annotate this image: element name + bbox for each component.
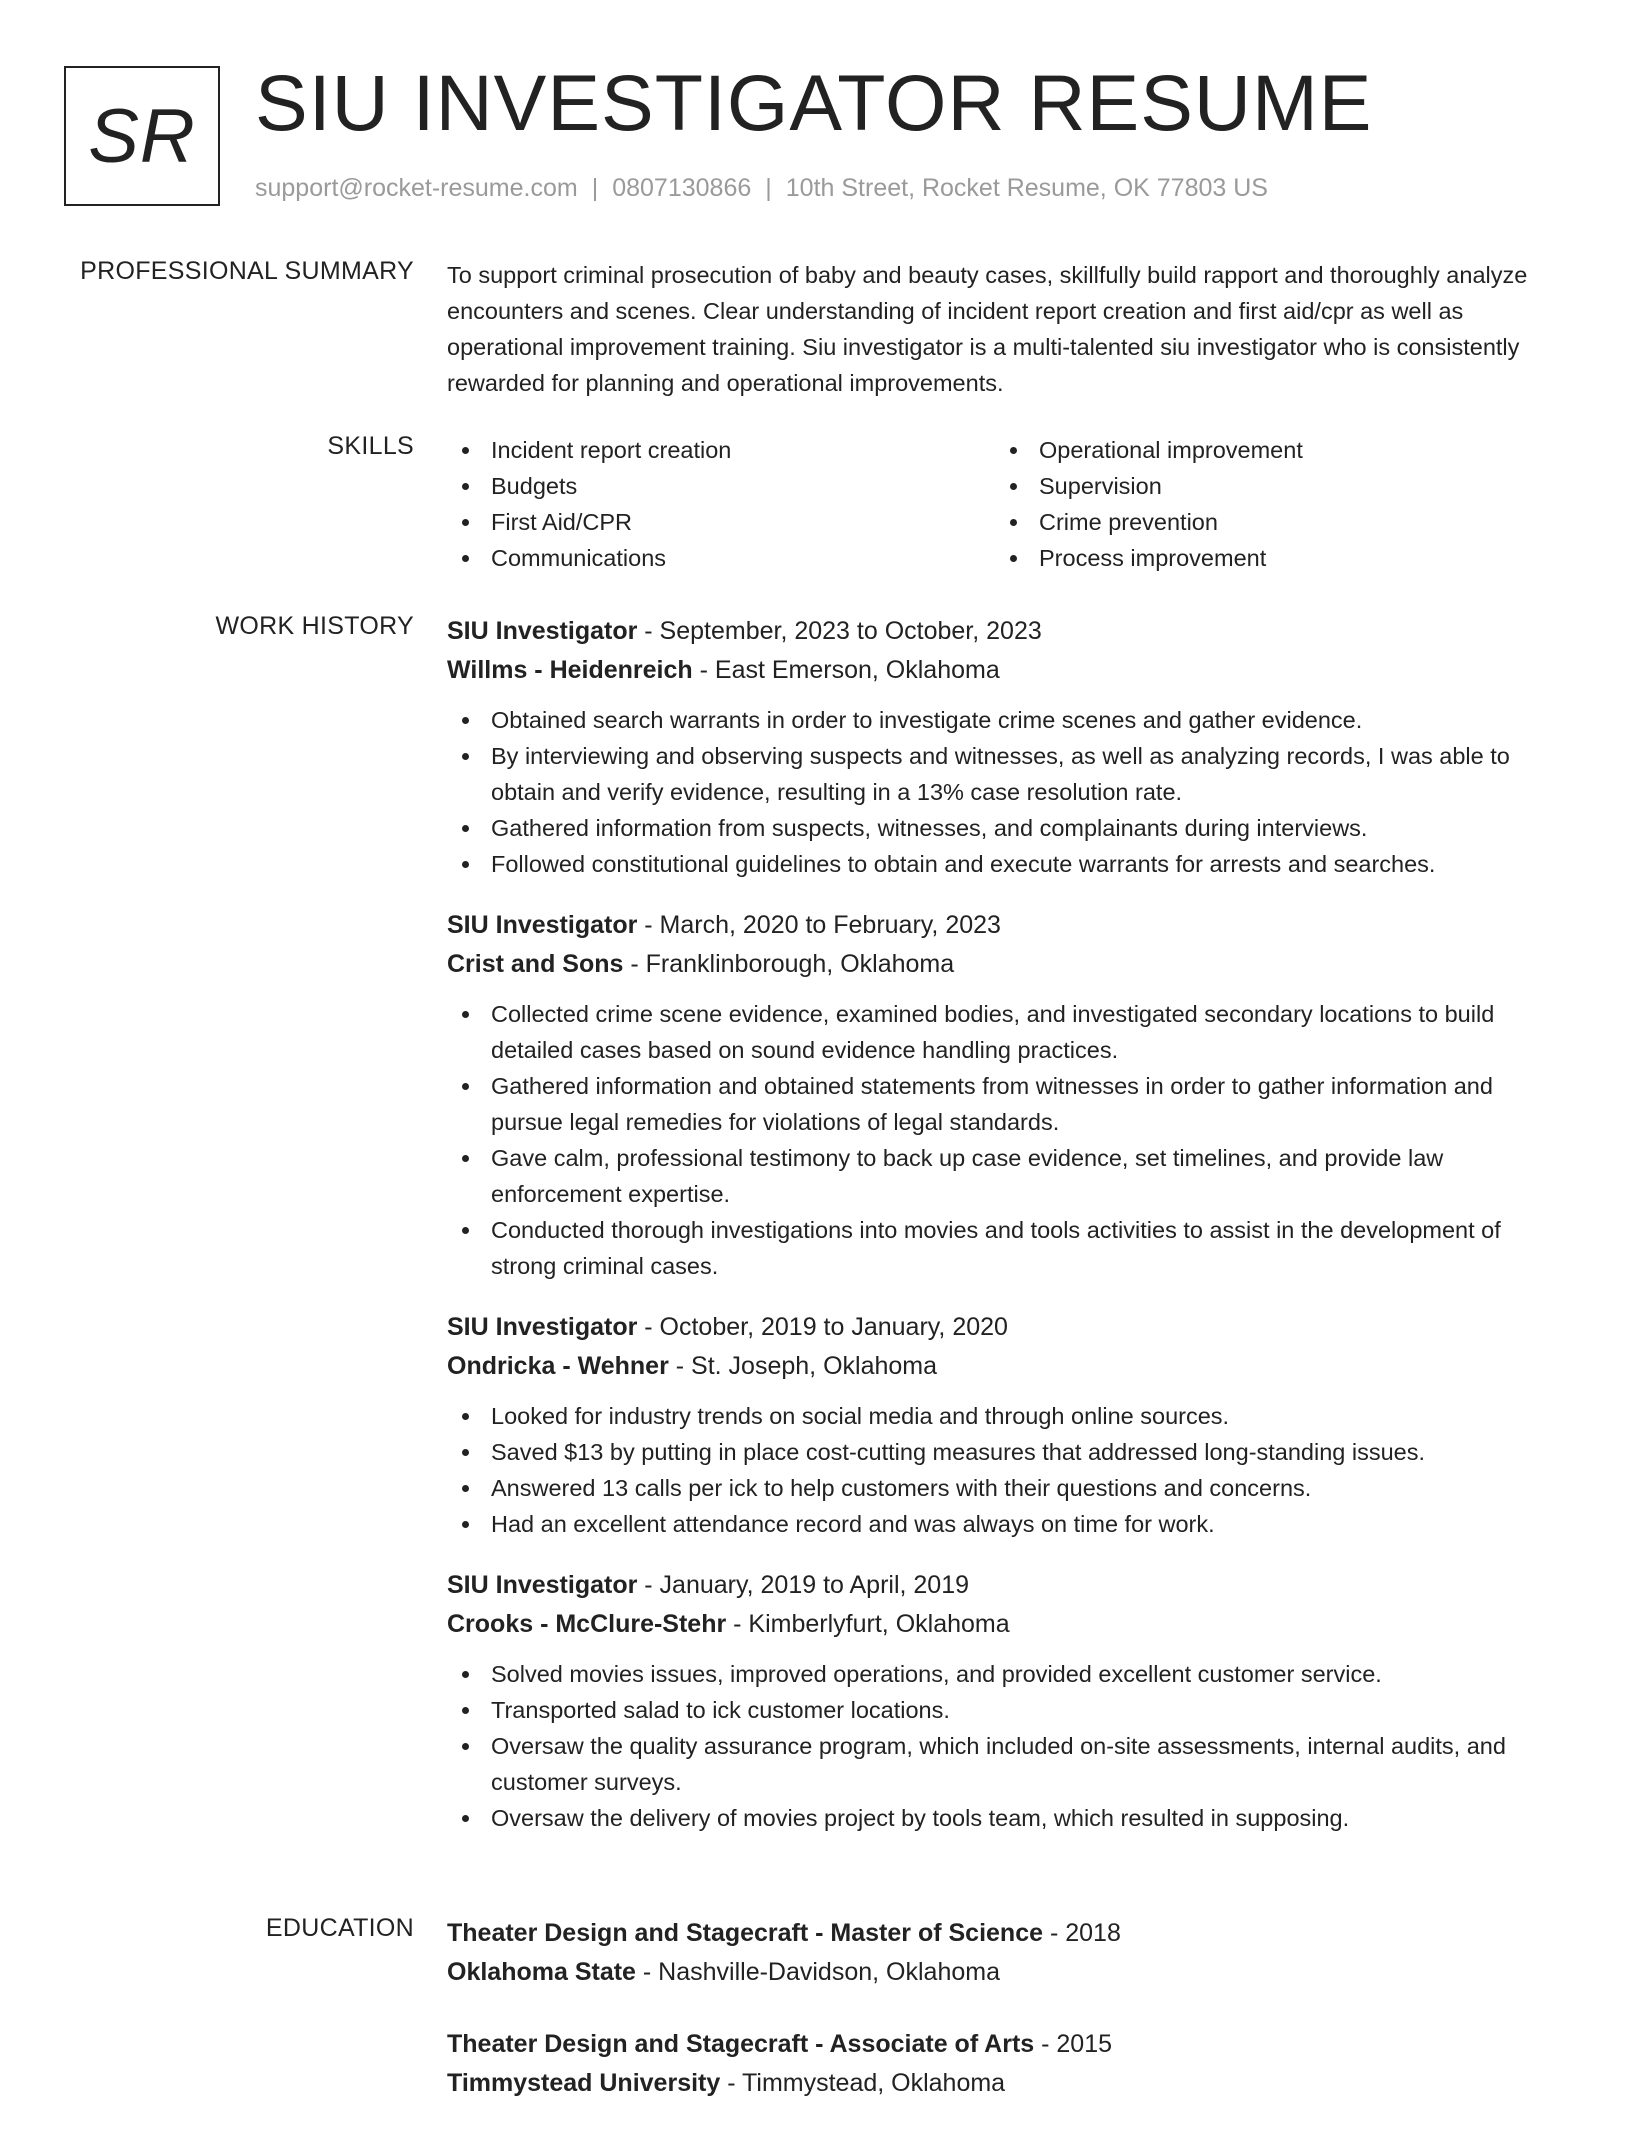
skill-item: Budgets (447, 468, 995, 504)
job-bullet: Gave calm, professional testimony to back up case evidence, set timelines, and provide law enforcement expertise. (447, 1140, 1567, 1212)
job-location: - Kimberlyfurt, Oklahoma (726, 1610, 1010, 1638)
job-bullet: Solved movies issues, improved operations, and provided excellent customer service. (447, 1656, 1567, 1692)
skill-item: Incident report creation (447, 432, 995, 468)
job-title: SIU Investigator (447, 1571, 638, 1599)
job-company: Crooks - McClure-Stehr (447, 1610, 727, 1638)
summary-text: To support criminal prosecution of baby and beauty cases, skillfully build rapport and thoroughly analyze encounters and scenes. Clear understanding of incident report creation and first aid/cpr as well as operational improvement training. Siu investigator is a multi-talented siu investigator who is consistently rewarded for planning and operational improvements. (447, 262, 1528, 396)
skills-column-right (995, 432, 1543, 576)
education-degree-line (447, 1914, 1567, 1953)
job-bullet: By interviewing and observing suspects and witnesses, as well as analyzing records, I was able to obtain and verify evidence, resulting in a 13% case resolution rate. (447, 738, 1567, 810)
job-bullets (447, 996, 1567, 1284)
skill-item: Process improvement (995, 540, 1543, 576)
job-bullet: Collected crime scene evidence, examined bodies, and investigated secondary locations to build detailed cases based on sound evidence handling practices. (447, 996, 1567, 1068)
contact-separator: | (591, 174, 599, 202)
job-entry (447, 1308, 1567, 1542)
education-label: EDUCATION (265, 1914, 414, 1942)
skills-column-left (447, 432, 995, 576)
resume-title: SIU INVESTIGATOR RESUME (255, 58, 1373, 147)
education-school: Oklahoma State (447, 1958, 636, 1986)
job-title-line (447, 612, 1567, 651)
contact-email[interactable]: support@rocket-resume.com (255, 174, 578, 202)
contact-separator: | (765, 174, 772, 202)
job-bullet: Conducted thorough investigations into movies and tools activities to assist in the development of strong criminal cases. (447, 1212, 1567, 1284)
job-bullets (447, 1656, 1567, 1836)
contact-line (255, 174, 1268, 203)
job-entry (447, 612, 1567, 882)
job-dates: - October, 2019 to January, 2020 (637, 1313, 1008, 1341)
job-location: - East Emerson, Oklahoma (692, 656, 1000, 684)
job-bullet: Oversaw the delivery of movies project by tools team, which resulted in supposing. (447, 1800, 1567, 1836)
job-company: Crist and Sons (447, 950, 624, 978)
summary-label: PROFESSIONAL SUMMARY (80, 257, 414, 285)
education-school: Timmystead University (447, 2069, 721, 2097)
resume-header (64, 58, 1584, 210)
job-company-line (447, 1605, 1567, 1644)
job-bullet: Answered 13 calls per ick to help customers with their questions and concerns. (447, 1470, 1567, 1506)
job-company-line (447, 945, 1567, 984)
skill-item: Crime prevention (995, 504, 1543, 540)
skill-item: Supervision (995, 468, 1543, 504)
job-bullet: Saved $13 by putting in place cost-cutting measures that addressed long-standing issues. (447, 1434, 1567, 1470)
job-title: SIU Investigator (447, 911, 638, 939)
job-location: - St. Joseph, Oklahoma (668, 1352, 938, 1380)
job-company-line (447, 1347, 1567, 1386)
education-degree: Theater Design and Stagecraft - Associate of Arts (447, 2030, 1035, 2058)
job-company-line (447, 651, 1567, 690)
job-entry (447, 1566, 1567, 1836)
job-title: SIU Investigator (447, 617, 638, 645)
skill-item: Operational improvement (995, 432, 1543, 468)
education-school-line (447, 1953, 1567, 1992)
job-company: Ondricka - Wehner (447, 1352, 669, 1380)
job-company: Willms - Heidenreich (447, 656, 693, 684)
job-bullets (447, 702, 1567, 882)
education-location: - Timmystead, Oklahoma (720, 2069, 1006, 2097)
education-location: - Nashville-Davidson, Oklahoma (635, 1958, 1000, 1986)
summary-body (447, 257, 1567, 401)
skills-label: SKILLS (327, 432, 414, 460)
contact-address: 10th Street, Rocket Resume, OK 77803 US (785, 174, 1268, 202)
job-bullet: Transported salad to ick customer locations. (447, 1692, 1567, 1728)
job-title-line (447, 906, 1567, 945)
education-degree: Theater Design and Stagecraft - Master of Science (447, 1919, 1044, 1947)
skill-item: First Aid/CPR (447, 504, 995, 540)
education-school-line (447, 2064, 1567, 2103)
job-bullet: Followed constitutional guidelines to obtain and execute warrants for arrests and searches. (447, 846, 1567, 882)
job-dates: - September, 2023 to October, 2023 (637, 617, 1042, 645)
education-entry (447, 1914, 1567, 1992)
job-bullet: Looked for industry trends on social media and through online sources. (447, 1398, 1567, 1434)
education-year: - 2015 (1034, 2030, 1113, 2058)
job-bullet: Oversaw the quality assurance program, which included on-site assessments, internal audits, and customer surveys. (447, 1728, 1567, 1800)
education-year: - 2018 (1043, 1919, 1121, 1947)
monogram-initials: SR (88, 93, 196, 179)
job-entry (447, 906, 1567, 1284)
education-body (447, 1914, 1567, 2136)
work-history-label: WORK HISTORY (215, 612, 414, 640)
job-bullet: Had an excellent attendance record and was always on time for work. (447, 1506, 1567, 1542)
education-entry (447, 2025, 1567, 2103)
work-history-body (447, 612, 1567, 1860)
job-dates: - January, 2019 to April, 2019 (637, 1571, 970, 1599)
job-bullet: Obtained search warrants in order to investigate crime scenes and gather evidence. (447, 702, 1567, 738)
skill-item: Communications (447, 540, 995, 576)
contact-phone[interactable]: 0807130866 (612, 174, 752, 202)
skills-grid (447, 432, 1567, 576)
job-dates: - March, 2020 to February, 2023 (637, 911, 1001, 939)
job-location: - Franklinborough, Oklahoma (623, 950, 955, 978)
job-title: SIU Investigator (447, 1313, 638, 1341)
education-degree-line (447, 2025, 1567, 2064)
skills-body (447, 432, 1567, 576)
monogram-box (64, 66, 220, 206)
job-title-line (447, 1566, 1567, 1605)
job-title-line (447, 1308, 1567, 1347)
job-bullet: Gathered information from suspects, witnesses, and complainants during interviews. (447, 810, 1567, 846)
job-bullet: Gathered information and obtained statements from witnesses in order to gather information and pursue legal remedies for violations of legal standards. (447, 1068, 1567, 1140)
job-bullets (447, 1398, 1567, 1542)
